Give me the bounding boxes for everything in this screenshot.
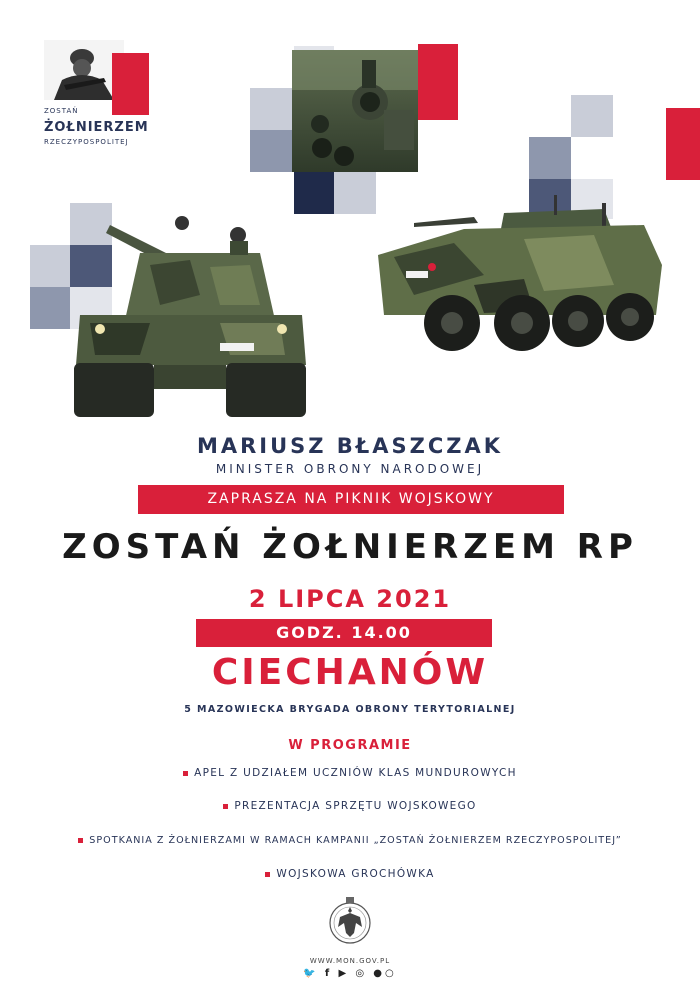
program-heading: W PROGRAMIE bbox=[288, 738, 412, 753]
youtube-icon[interactable]: ▶ bbox=[338, 968, 350, 979]
logo-red-block bbox=[112, 53, 149, 115]
bullet-icon bbox=[265, 872, 270, 877]
program-item: APEL Z UDZIAŁEM UCZNIÓW KLAS MUNDUROWYCH bbox=[0, 767, 700, 779]
minister-name: MARIUSZ BŁASZCZAK bbox=[196, 434, 504, 458]
social-icons bbox=[0, 968, 700, 979]
logo-line-1: ZOSTAŃ bbox=[44, 107, 79, 115]
invitation-band bbox=[138, 485, 564, 514]
howitzer-photo bbox=[70, 205, 310, 423]
bullet-icon bbox=[223, 804, 228, 809]
invitation-text: ZAPRASZA NA PIKNIK WOJSKOWY bbox=[207, 491, 495, 507]
bullet-icon bbox=[78, 838, 83, 843]
event-title: ZOSTAŃ ŻOŁNIERZEM RP bbox=[62, 527, 638, 567]
weapon-photo bbox=[292, 50, 418, 172]
instagram-icon[interactable]: ◎ bbox=[355, 968, 368, 979]
event-city: CIECHANÓW bbox=[211, 652, 489, 693]
time-band bbox=[196, 619, 492, 647]
minister-position: MINISTER OBRONY NARODOWEJ bbox=[215, 462, 485, 476]
footer-url[interactable]: WWW.MON.GOV.PL bbox=[309, 957, 391, 965]
logo-line-3: RZECZYPOSPOLITEJ bbox=[44, 138, 129, 146]
program-item: PREZENTACJA SPRZĘTU WOJSKOWEGO bbox=[0, 800, 700, 812]
facebook-icon[interactable]: f bbox=[324, 968, 333, 979]
twitter-icon[interactable]: 🐦 bbox=[303, 968, 319, 979]
armored-vehicle-photo bbox=[374, 195, 664, 365]
event-date: 2 LIPCA 2021 bbox=[248, 585, 452, 613]
bullet-icon bbox=[183, 771, 188, 776]
program-item: SPOTKANIA Z ŻOŁNIERZAMI W RAMACH KAMPANII „ZOSTAŃ ŻOŁNIERZEM RZECZYPOSPOLITEJ” bbox=[0, 835, 700, 846]
logo-line-2: ŻOŁNIERZEM bbox=[44, 120, 149, 135]
event-time: GODZ. 14.00 bbox=[276, 623, 412, 642]
mon-eagle-emblem-icon bbox=[328, 893, 372, 953]
event-brigade: 5 MAZOWIECKA BRYGADA OBRONY TERYTORIALNEJ bbox=[184, 704, 516, 715]
program-item: WOJSKOWA GROCHÓWKA bbox=[0, 868, 700, 880]
flickr-icon[interactable]: ●○ bbox=[373, 968, 397, 979]
